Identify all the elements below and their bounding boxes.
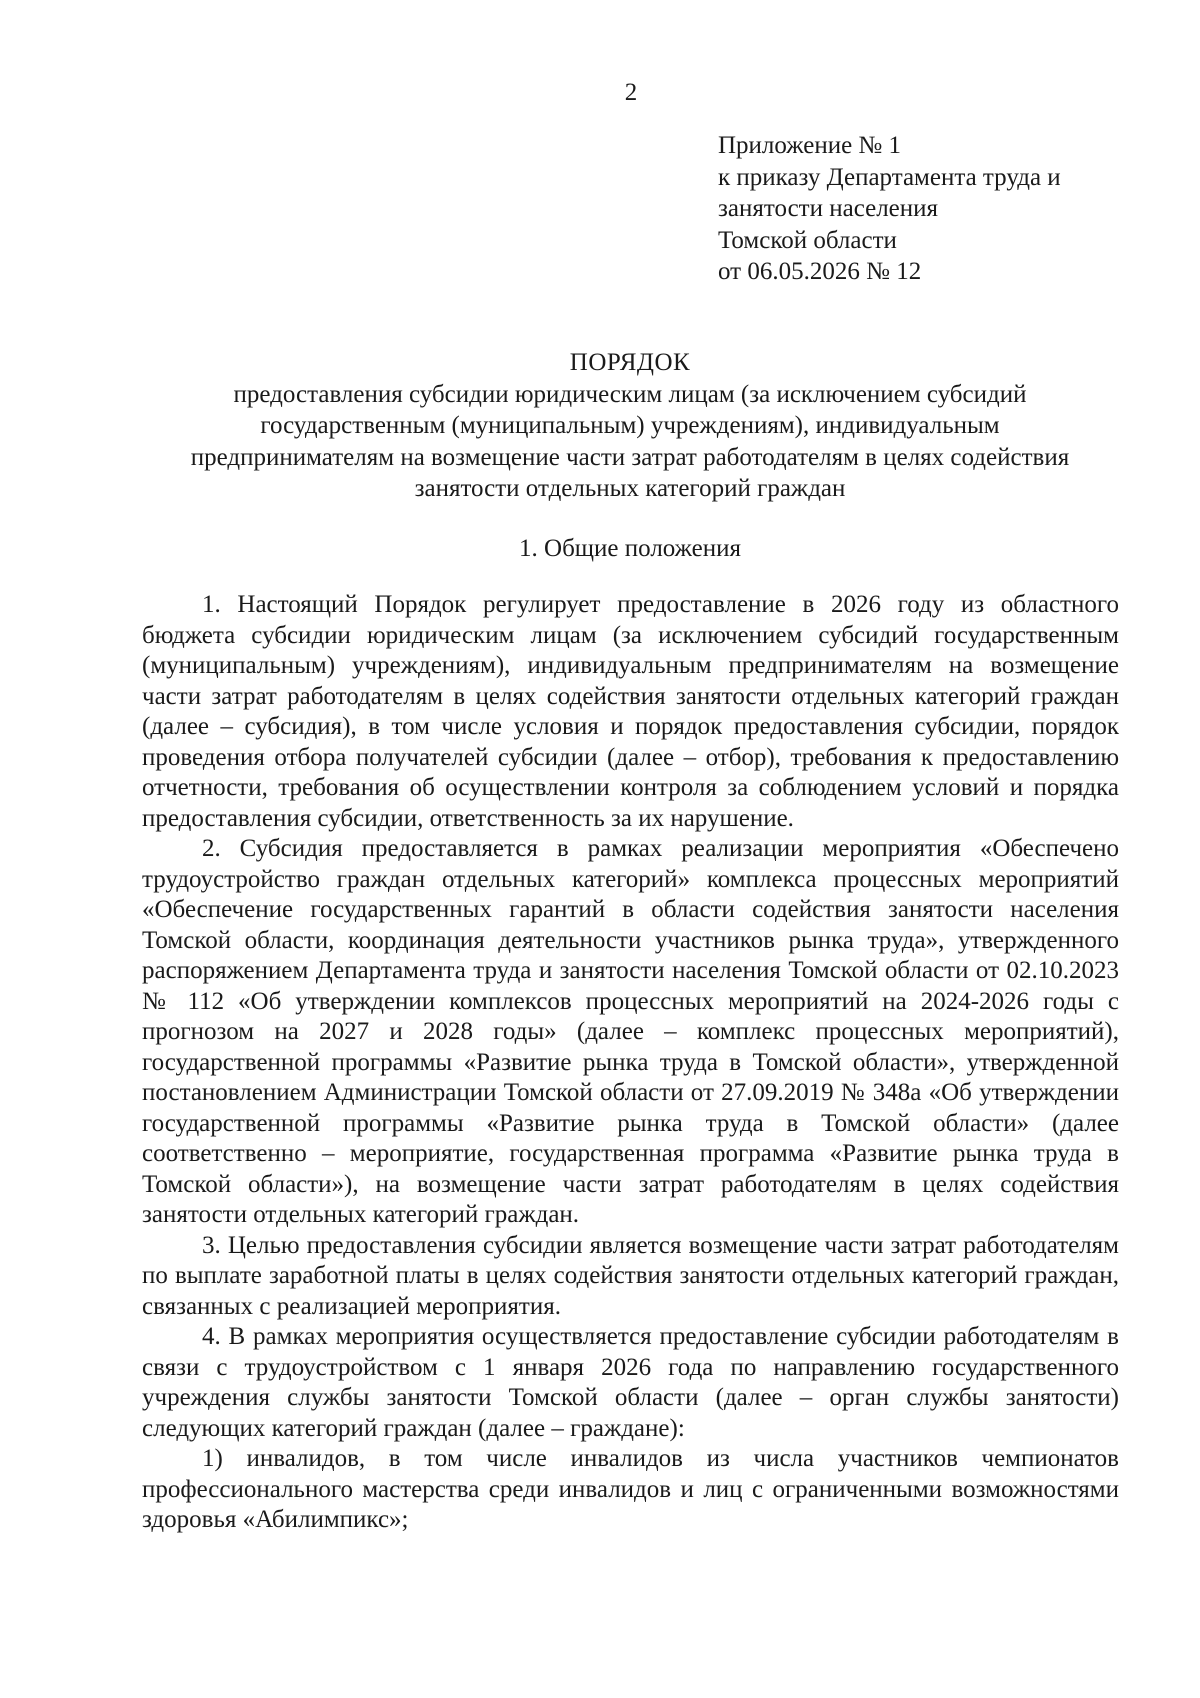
- subtitle-line: предоставления субсидии юридическим лицам (за исключением субсидий: [233, 380, 1027, 408]
- page-number: 2: [624, 79, 638, 106]
- section-heading: 1. Общие положения: [519, 535, 741, 562]
- paragraph-1: 1. Настоящий Порядок регулирует предоставление в 2026 году из областного бюджета субсидии юридическим лицам (за исключением субсидий государственным (муниципальным) учреждениям), индивидуальным предпринимателям на возмещение части затрат работодателям в целях содействия занятости отдельных категорий граждан (далее – субсидия), в том числе условия и порядок предоставления субсидии, порядок проведения отбора получателей субсидии (далее – отбор), требования к предоставлению отчетности, требования об осуществлении контроля за соблюдением условий и порядка предоставления субсидии, ответственность за их нарушение.: [142, 591, 1119, 832]
- subtitle-line: занятости отдельных категорий граждан: [414, 475, 846, 502]
- appendix-line: к приказу Департамента труда и: [718, 163, 1061, 191]
- paragraph-4-item-1: 1) инвалидов, в том числе инвалидов из числа участников чемпионатов профессионального мастерства среди инвалидов и лиц с ограниченными возможностями здоровья «Абилимпикс»;: [142, 1445, 1119, 1533]
- paragraph-2: 2. Субсидия предоставляется в рамках реализации мероприятия «Обеспечено трудоустройство граждан отдельных категорий» комплекса процессных мероприятий «Обеспечение государственных гарантий в области содействия занятости населения Томской области, координация деятельности участников рынка труда», утвержденного распоряжением Департамента труда и занятости населения Томской области от 02.10.2023 № 112 «Об утверждении комплексов процессных мероприятий на 2024-2026 годы с прогнозом на 2027 и 2028 годы» (далее – комплекс процессных мероприятий), государственной программы «Развитие рынка труда в Томской области», утвержденной постановлением Администрации Томской области от 27.09.2019 № 348а «Об утверждении государственной программы «Развитие рынка труда в Томской области» (далее соответственно – мероприятие, государственная программа «Развитие рынка труда в Томской области»), на возмещение части затрат работодателям в целях содействия занятости отдельных категорий граждан.: [142, 835, 1119, 1228]
- appendix-line: занятости населения: [718, 195, 939, 222]
- paragraph-3: 3. Целью предоставления субсидии является возмещение части затрат работодателям по выплате заработной платы в целях содействия занятости отдельных категорий граждан, связанных с реализацией мероприятия.: [142, 1231, 1119, 1320]
- appendix-block: [718, 130, 1158, 288]
- document-subtitle: [130, 379, 1130, 505]
- appendix-line: от 06.05.2026 № 12: [718, 258, 922, 285]
- document-title: ПОРЯДОК: [569, 349, 691, 376]
- document-body: [142, 590, 1119, 1536]
- subtitle-line: государственным (муниципальным) учреждениям), индивидуальным: [260, 412, 1000, 439]
- document-title-block: [130, 347, 1130, 505]
- paragraph-4: 4. В рамках мероприятия осуществляется предоставление субсидии работодателям в связи с трудоустройством с 1 января 2026 года по направлению государственного учреждения службы занятости Томской области (далее – орган службы занятости) следующих категорий граждан (далее – граждане):: [142, 1323, 1119, 1442]
- appendix-line: Приложение № 1: [718, 132, 902, 159]
- appendix-line: Томской области: [718, 226, 897, 254]
- subtitle-line: предпринимателям на возмещение части затрат работодателям в целях содействия: [190, 443, 1070, 471]
